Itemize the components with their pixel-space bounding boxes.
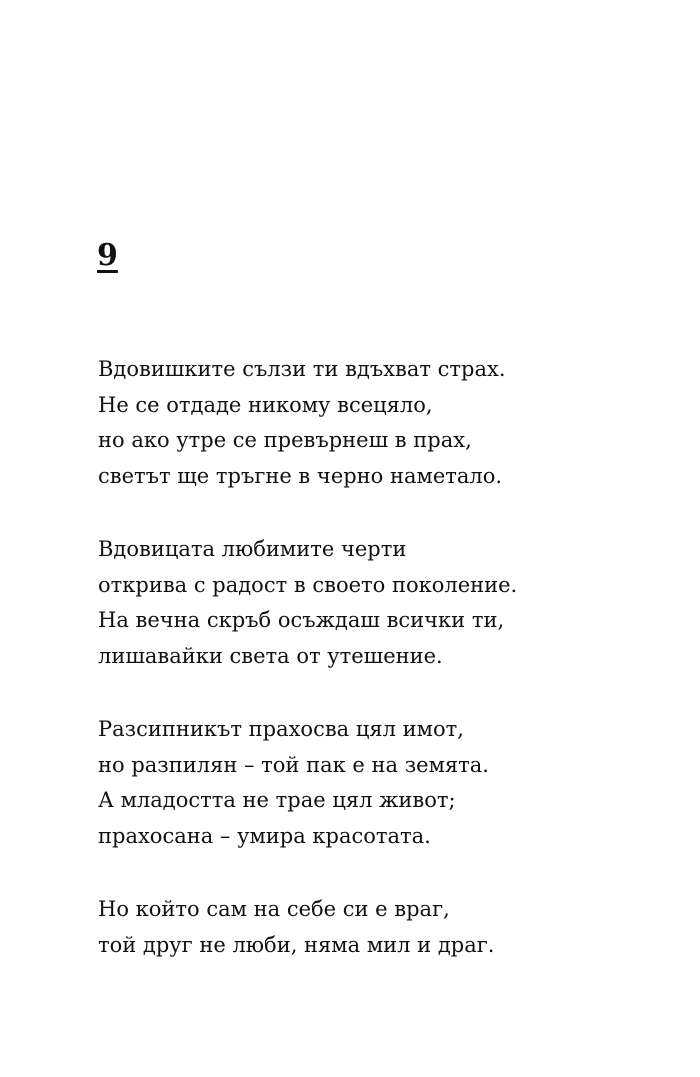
- couplet: [98, 892, 658, 963]
- poem-line: На вечна скръб осъждаш всички ти,: [98, 608, 505, 632]
- poem-line: той друг не люби, няма мил и драг.: [98, 932, 495, 957]
- poem-line: но разпилян – той пак е на земята.: [98, 752, 489, 777]
- stanza-2: [98, 532, 658, 674]
- stanza-1: [98, 352, 658, 494]
- poem-line: лишавайки света от утешение.: [98, 643, 443, 668]
- poem-line: Не се отдаде никому всецяло,: [98, 392, 433, 417]
- poem-line: Вдовишките сълзи ти вдъхват страх.: [98, 357, 506, 381]
- poem-line: светът ще тръгне в черно наметало.: [98, 463, 503, 488]
- poem-line: открива с радост в своето поколение.: [98, 572, 518, 597]
- poem-line: но ако утре се превърнеш в прах,: [98, 428, 472, 452]
- poem-line: Вдовицата любимите черти: [98, 537, 407, 561]
- poem-line: прахосана – умира красотата.: [98, 823, 431, 848]
- poem-line: Разсипникът прахосва цял имот,: [98, 717, 464, 741]
- stanza-3: [98, 712, 658, 854]
- poem-line: А младостта не трае цял живот;: [98, 788, 456, 812]
- poem: [98, 352, 658, 1001]
- sonnet-number: 9: [97, 238, 118, 273]
- poem-line: Но който сам на себе си е враг,: [98, 897, 450, 921]
